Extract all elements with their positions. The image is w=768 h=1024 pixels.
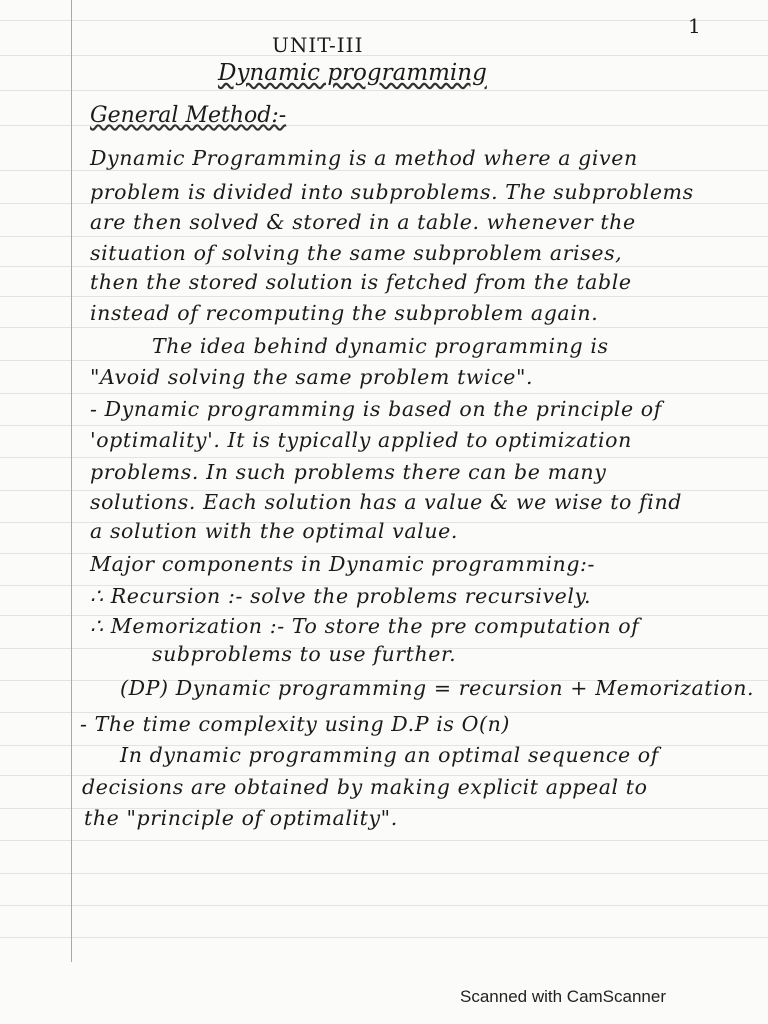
page-title: Dynamic programming	[218, 60, 487, 86]
text-line: ∴ Recursion :- solve the problems recursively.	[90, 584, 592, 608]
text-line: - Dynamic programming is based on the principle of	[90, 397, 662, 421]
ruled-line	[0, 393, 768, 394]
text-line: - The time complexity using D.P is O(n)	[80, 712, 511, 736]
ruled-line	[0, 840, 768, 841]
ruled-line	[0, 937, 768, 938]
ruled-line	[0, 425, 768, 426]
text-line: situation of solving the same subproblem arises,	[90, 241, 623, 265]
text-line: solutions. Each solution has a value & we wise to find	[90, 490, 682, 514]
text-line: Major components in Dynamic programming:-	[90, 552, 596, 576]
ruled-line	[0, 873, 768, 874]
ruled-line	[0, 236, 768, 237]
text-line: instead of recomputing the subproblem again.	[90, 301, 599, 325]
ruled-line	[0, 360, 768, 361]
text-line: subproblems to use further.	[152, 642, 457, 666]
text-line: ∴ Memorization :- To store the pre computation of	[90, 614, 640, 638]
text-line: "Avoid solving the same problem twice".	[90, 365, 534, 389]
ruled-line	[0, 170, 768, 171]
ruled-line	[0, 457, 768, 458]
text-line: problem is divided into subproblems. The subproblems	[90, 180, 694, 204]
section-heading: General Method:-	[90, 103, 287, 128]
text-line: 'optimality'. It is typically applied to optimization	[90, 428, 632, 452]
ruled-line	[0, 55, 768, 56]
page-number: 1	[688, 14, 701, 38]
ruled-line	[0, 327, 768, 328]
scanner-watermark: Scanned with CamScanner	[460, 987, 667, 1006]
text-line: Dynamic Programming is a method where a given	[90, 146, 638, 170]
text-line: the "principle of optimality".	[84, 806, 398, 830]
text-line: (DP) Dynamic programming = recursion + Memorization.	[120, 676, 755, 700]
ruled-line	[0, 90, 768, 91]
text-line: The idea behind dynamic programming is	[152, 334, 609, 358]
text-line: decisions are obtained by making explicit appeal to	[82, 775, 648, 799]
margin-line	[71, 0, 72, 962]
unit-heading: UNIT-III	[272, 33, 364, 57]
text-line: problems. In such problems there can be many	[90, 460, 607, 484]
ruled-line	[0, 266, 768, 267]
text-line: are then solved & stored in a table. whenever the	[90, 210, 636, 234]
ruled-line	[0, 296, 768, 297]
text-line: In dynamic programming an optimal sequence of	[120, 743, 659, 767]
text-line: then the stored solution is fetched from the table	[90, 270, 632, 294]
text-line: a solution with the optimal value.	[90, 519, 458, 543]
ruled-line	[0, 20, 768, 21]
ruled-line	[0, 905, 768, 906]
